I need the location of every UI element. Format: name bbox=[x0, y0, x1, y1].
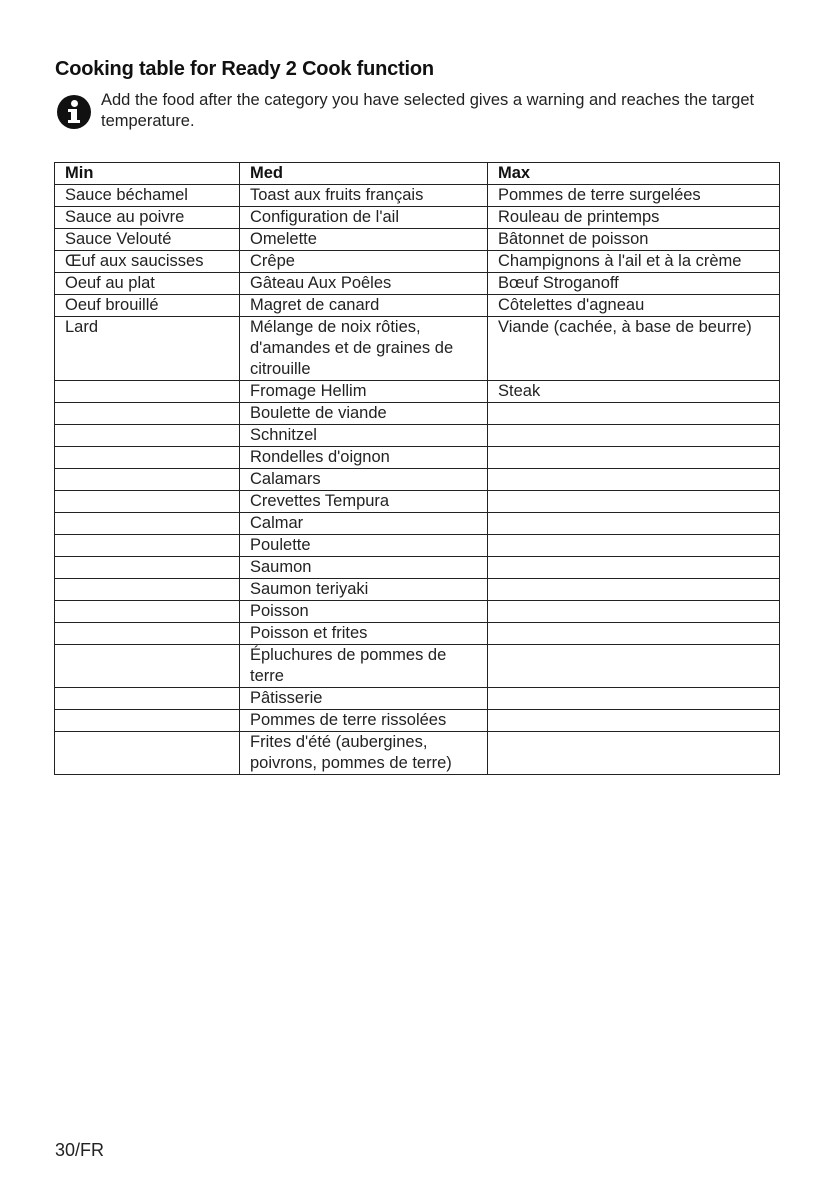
table-row bbox=[55, 425, 780, 447]
table-cell-min bbox=[55, 623, 240, 645]
table-row bbox=[55, 469, 780, 491]
table-row bbox=[55, 295, 780, 317]
table-cell-min bbox=[55, 645, 240, 688]
table-cell-min bbox=[55, 425, 240, 447]
table-cell-min bbox=[55, 381, 240, 403]
table-cell-max bbox=[488, 491, 780, 513]
table-cell-max bbox=[488, 579, 780, 601]
table-cell-med: Saumon bbox=[240, 557, 488, 579]
table-cell-min bbox=[55, 601, 240, 623]
table-row bbox=[55, 688, 780, 710]
table-row bbox=[55, 273, 780, 295]
table-cell-max: Rouleau de printemps bbox=[488, 207, 780, 229]
table-cell-med: Frites d'été (aubergines, poivrons, pommes de terre) bbox=[240, 732, 488, 775]
table-cell-min: Oeuf au plat bbox=[55, 273, 240, 295]
cooking-table bbox=[54, 162, 780, 775]
page-title: Cooking table for Ready 2 Cook function bbox=[55, 58, 434, 80]
table-cell-min bbox=[55, 710, 240, 732]
table-cell-med: Calamars bbox=[240, 469, 488, 491]
table-cell-med: Magret de canard bbox=[240, 295, 488, 317]
table-cell-max bbox=[488, 425, 780, 447]
table-row bbox=[55, 710, 780, 732]
table-cell-min bbox=[55, 491, 240, 513]
table-cell-min: Sauce Velouté bbox=[55, 229, 240, 251]
table-cell-med: Saumon teriyaki bbox=[240, 579, 488, 601]
table-cell-min bbox=[55, 688, 240, 710]
table-cell-med: Rondelles d'oignon bbox=[240, 447, 488, 469]
table-cell-min bbox=[55, 513, 240, 535]
table-row bbox=[55, 185, 780, 207]
table-cell-min bbox=[55, 469, 240, 491]
table-cell-med: Omelette bbox=[240, 229, 488, 251]
table-cell-med: Calmar bbox=[240, 513, 488, 535]
table-row bbox=[55, 579, 780, 601]
table-row bbox=[55, 601, 780, 623]
column-header-min: Min bbox=[55, 163, 240, 185]
table-cell-med: Pâtisserie bbox=[240, 688, 488, 710]
table-row bbox=[55, 381, 780, 403]
table-cell-max bbox=[488, 557, 780, 579]
table-cell-min: Sauce béchamel bbox=[55, 185, 240, 207]
table-row bbox=[55, 732, 780, 775]
table-cell-min: Sauce au poivre bbox=[55, 207, 240, 229]
table-cell-med: Pommes de terre rissolées bbox=[240, 710, 488, 732]
table-cell-min: Œuf aux saucisses bbox=[55, 251, 240, 273]
table-cell-med: Crêpe bbox=[240, 251, 488, 273]
table-cell-max bbox=[488, 469, 780, 491]
table-cell-max: Bœuf Stroganoff bbox=[488, 273, 780, 295]
table-cell-med: Poisson bbox=[240, 601, 488, 623]
table-cell-max bbox=[488, 710, 780, 732]
table-cell-med: Configuration de l'ail bbox=[240, 207, 488, 229]
table-cell-max bbox=[488, 688, 780, 710]
table-cell-max: Steak bbox=[488, 381, 780, 403]
table-cell-max bbox=[488, 732, 780, 775]
table-row bbox=[55, 403, 780, 425]
table-cell-max bbox=[488, 513, 780, 535]
table-cell-med: Mélange de noix rôties, d'amandes et de graines de citrouille bbox=[240, 317, 488, 381]
table-row bbox=[55, 207, 780, 229]
table-cell-max: Pommes de terre surgelées bbox=[488, 185, 780, 207]
column-header-med: Med bbox=[240, 163, 488, 185]
table-cell-min bbox=[55, 579, 240, 601]
table-cell-med: Toast aux fruits français bbox=[240, 185, 488, 207]
table-header-row bbox=[55, 163, 780, 185]
table-cell-min bbox=[55, 535, 240, 557]
table-cell-max bbox=[488, 645, 780, 688]
table-cell-max: Champignons à l'ail et à la crème bbox=[488, 251, 780, 273]
table-cell-max bbox=[488, 403, 780, 425]
table-cell-max: Côtelettes d'agneau bbox=[488, 295, 780, 317]
table-cell-min bbox=[55, 403, 240, 425]
table-cell-med: Épluchures de pommes de terre bbox=[240, 645, 488, 688]
table-cell-max bbox=[488, 535, 780, 557]
table-body bbox=[55, 185, 780, 775]
table-row bbox=[55, 491, 780, 513]
page-number: 30/FR bbox=[55, 1140, 105, 1160]
table-row bbox=[55, 229, 780, 251]
table-cell-max bbox=[488, 623, 780, 645]
table-cell-med: Crevettes Tempura bbox=[240, 491, 488, 513]
table-cell-min: Lard bbox=[55, 317, 240, 381]
table-cell-med: Gâteau Aux Poêles bbox=[240, 273, 488, 295]
table-row bbox=[55, 251, 780, 273]
table-cell-max: Viande (cachée, à base de beurre) bbox=[488, 317, 780, 381]
table-row bbox=[55, 557, 780, 579]
table-row bbox=[55, 623, 780, 645]
table-row bbox=[55, 535, 780, 557]
table-cell-max bbox=[488, 601, 780, 623]
table-row bbox=[55, 317, 780, 381]
table-cell-med: Schnitzel bbox=[240, 425, 488, 447]
table-cell-max: Bâtonnet de poisson bbox=[488, 229, 780, 251]
table-cell-max bbox=[488, 447, 780, 469]
table-cell-min bbox=[55, 732, 240, 775]
info-note: Add the food after the category you have selected gives a warning and reaches the target temperature. bbox=[101, 91, 755, 130]
table-cell-med: Poisson et frites bbox=[240, 623, 488, 645]
table-row bbox=[55, 645, 780, 688]
table-cell-min bbox=[55, 447, 240, 469]
table-cell-min bbox=[55, 557, 240, 579]
info-icon bbox=[57, 95, 91, 129]
table-cell-med: Fromage Hellim bbox=[240, 381, 488, 403]
table-row bbox=[55, 513, 780, 535]
table-cell-min: Oeuf brouillé bbox=[55, 295, 240, 317]
table-row bbox=[55, 447, 780, 469]
column-header-max: Max bbox=[488, 163, 780, 185]
table-cell-med: Boulette de viande bbox=[240, 403, 488, 425]
table-cell-med: Poulette bbox=[240, 535, 488, 557]
